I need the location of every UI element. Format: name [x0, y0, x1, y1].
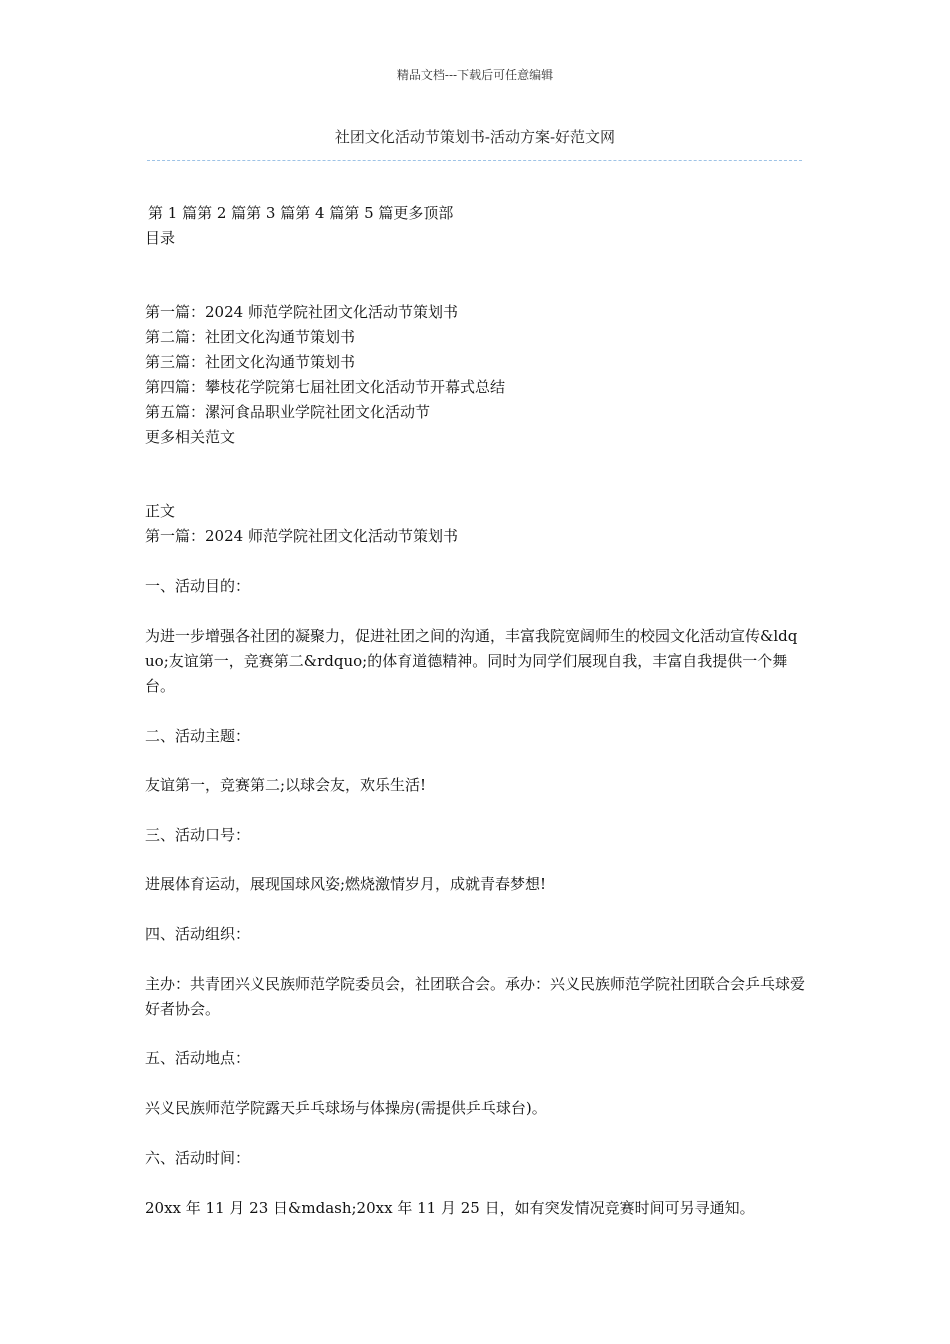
toc-item-3[interactable]: 第三篇：社团文化沟通节策划书 — [145, 353, 356, 371]
header-note: 精品文档---下载后可任意编辑 — [396, 68, 554, 82]
title-divider — [147, 160, 802, 161]
toc-heading: 目录 — [145, 229, 176, 247]
section-text: 友谊第一，竞赛第二;以球会友，欢乐生活! — [145, 776, 427, 794]
more-related-link[interactable]: 更多相关范文 — [145, 428, 236, 446]
section-text: 为进一步增强各社团的凝聚力，促进社团之间的沟通，丰富我院宽阔师生的校园文化活动宣传&ldquo;友谊第一，竞赛第二&rdquo;的体育道德精神。同时为同学们展现自我，丰富自我提供一个舞台。 — [145, 627, 798, 695]
section-heading: 六、活动时间： — [145, 1149, 251, 1167]
toc-item-2[interactable]: 第二篇：社团文化沟通节策划书 — [145, 328, 356, 346]
toc-item-4[interactable]: 第四篇：攀枝花学院第七届社团文化活动节开幕式总结 — [145, 378, 506, 396]
body-heading: 正文 — [145, 502, 176, 520]
section-heading: 五、活动地点： — [145, 1049, 251, 1067]
toc-item-1[interactable]: 第一篇：2024 师范学院社团文化活动节策划书 — [145, 303, 458, 321]
toc-item-5[interactable]: 第五篇：漯河食品职业学院社团文化活动节 — [145, 403, 431, 421]
section-heading: 二、活动主题： — [145, 727, 251, 745]
section-text: 20xx 年 11 月 23 日&mdash;20xx 年 11 月 25 日，如有突发情况竞赛时间可另寻通知。 — [145, 1199, 755, 1217]
section-text: 兴义民族师范学院露天乒乓球场与体操房(需提供乒乓球台)。 — [145, 1099, 547, 1117]
section-heading: 四、活动组织： — [145, 925, 251, 943]
section-heading: 三、活动口号： — [145, 826, 251, 844]
section-heading: 一、活动目的： — [145, 577, 251, 595]
section-text: 主办：共青团兴义民族师范学院委员会，社团联合会。承办：兴义民族师范学院社团联合会乒乓球爱好者协会。 — [145, 975, 806, 1018]
article-title: 第一篇：2024 师范学院社团文化活动节策划书 — [145, 527, 458, 545]
chapter-nav[interactable]: 第 1 篇第 2 篇第 3 篇第 4 篇第 5 篇更多顶部 — [148, 204, 454, 222]
document-title: 社团文化活动节策划书-活动方案-好范文网 — [334, 128, 616, 146]
section-text: 进展体育运动，展现国球风姿;燃烧激情岁月，成就青春梦想! — [145, 875, 547, 893]
